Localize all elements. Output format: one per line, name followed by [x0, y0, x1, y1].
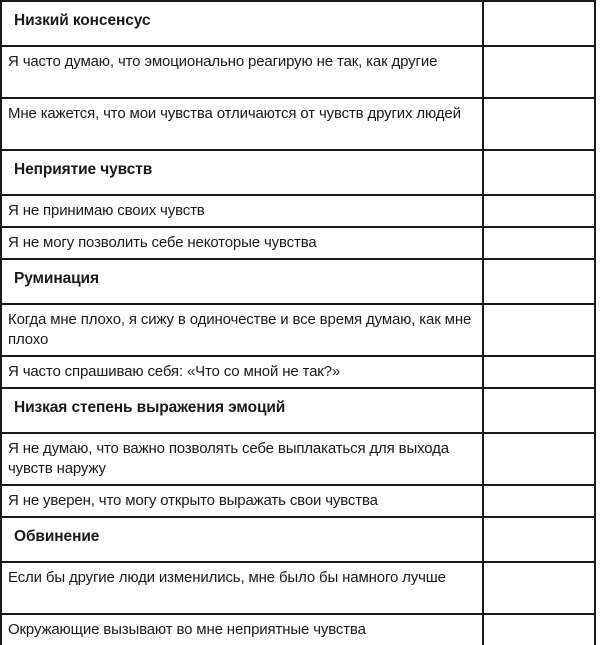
statement-text: Окружающие вызывают во мне неприятные чувства [1, 614, 483, 645]
statement-text: Я часто спрашиваю себя: «Что со мной не так?» [1, 356, 483, 388]
answer-cell[interactable] [483, 614, 595, 645]
statement-row [1, 304, 595, 356]
answer-cell[interactable] [483, 227, 595, 259]
statement-text: Я не могу позволить себе некоторые чувства [1, 227, 483, 259]
statement-text: Я не думаю, что важно позволять себе выплакаться для выхода чувств наружу [1, 433, 483, 485]
statement-row [1, 46, 595, 98]
answer-cell[interactable] [483, 195, 595, 227]
section-header-row [1, 1, 595, 46]
section-header-text: Обвинение [1, 517, 483, 562]
section-header-row [1, 150, 595, 195]
section-header-text: Руминация [1, 259, 483, 304]
statement-row [1, 562, 595, 614]
statement-text: Когда мне плохо, я сижу в одиночестве и все время думаю, как мне плохо [1, 304, 483, 356]
section-header-row [1, 388, 595, 433]
section-header-text: Неприятие чувств [1, 150, 483, 195]
statement-row [1, 433, 595, 485]
answer-cell[interactable] [483, 356, 595, 388]
statement-row [1, 356, 595, 388]
section-header-row [1, 517, 595, 562]
section-header-text: Низкая степень выражения эмоций [1, 388, 483, 433]
section-answer-cell[interactable] [483, 388, 595, 433]
statement-row [1, 98, 595, 150]
section-header-text: Низкий консенсус [1, 1, 483, 46]
questionnaire-table-body [1, 1, 595, 645]
statement-row [1, 195, 595, 227]
answer-cell[interactable] [483, 485, 595, 517]
statement-text: Я не принимаю своих чувств [1, 195, 483, 227]
section-answer-cell[interactable] [483, 517, 595, 562]
answer-cell[interactable] [483, 98, 595, 150]
statement-row [1, 485, 595, 517]
answer-cell[interactable] [483, 304, 595, 356]
statement-text: Я не уверен, что могу открыто выражать свои чувства [1, 485, 483, 517]
section-answer-cell[interactable] [483, 150, 595, 195]
section-answer-cell[interactable] [483, 1, 595, 46]
section-answer-cell[interactable] [483, 259, 595, 304]
answer-cell[interactable] [483, 433, 595, 485]
statement-row [1, 227, 595, 259]
section-header-row [1, 259, 595, 304]
statement-text: Я часто думаю, что эмоционально реагирую не так, как другие [1, 46, 483, 98]
answer-cell[interactable] [483, 46, 595, 98]
statement-text: Если бы другие люди изменились, мне было бы намного лучше [1, 562, 483, 614]
statement-row [1, 614, 595, 645]
statement-text: Мне кажется, что мои чувства отличаются от чувств других людей [1, 98, 483, 150]
answer-cell[interactable] [483, 562, 595, 614]
